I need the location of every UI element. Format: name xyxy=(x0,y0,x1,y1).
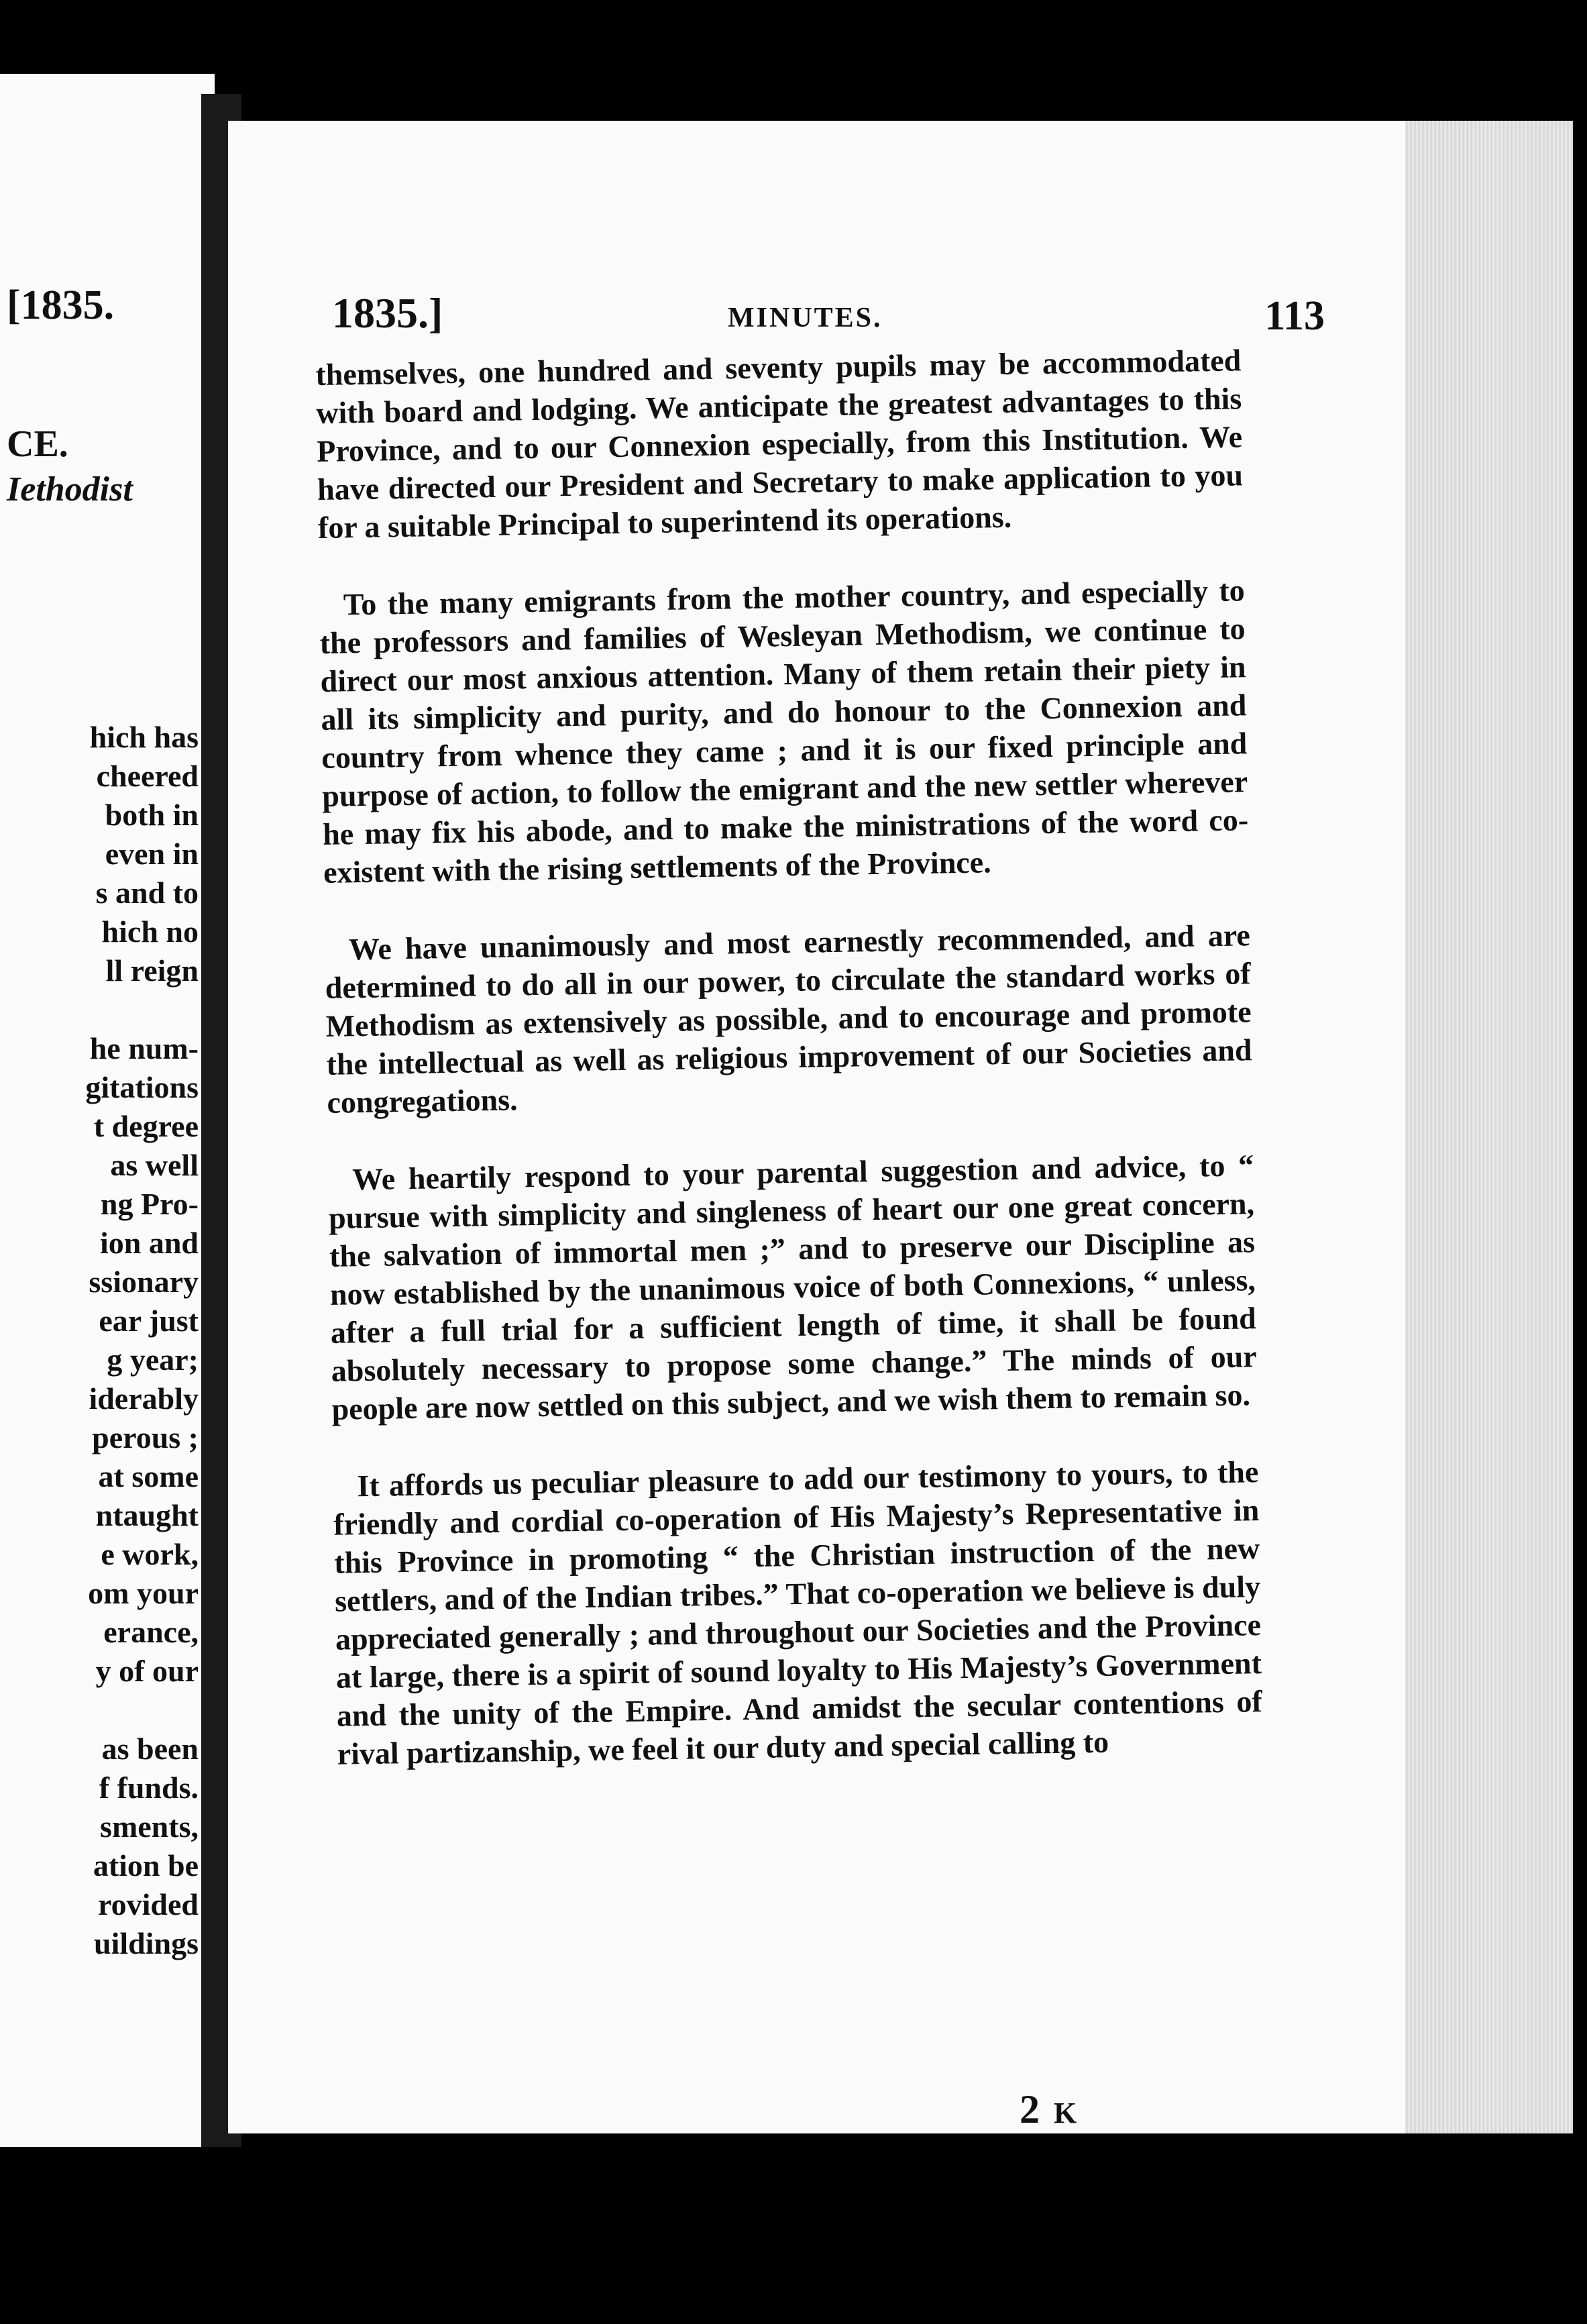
left-page-line: e work, xyxy=(101,1537,199,1571)
left-page-line: ear just xyxy=(99,1304,199,1338)
left-page-line: ll reign xyxy=(105,953,199,988)
left-page-line: ion and xyxy=(99,1226,199,1260)
left-page-line: hich has xyxy=(89,720,199,754)
left-page-header: [1835. xyxy=(7,282,115,328)
paragraph: themselves, one hundred and seventy pupils may be accommodated with board and lodging. We anticipate the greatest advantages to this Province, and to our Connexion especially, from this Institution. We have directed our President and Secretary to make application to you for a suitable Principal to superintend its operations. xyxy=(315,343,1244,545)
left-page-line: ng Pro- xyxy=(100,1187,199,1221)
running-head xyxy=(332,288,1325,349)
left-page-gap xyxy=(85,990,199,1029)
page-edges xyxy=(1405,121,1573,2133)
left-page-heading-fragment: CE. xyxy=(7,423,68,465)
left-page-line: t degree xyxy=(93,1109,199,1143)
left-page-line: hich no xyxy=(101,914,199,949)
signature-number: 2 xyxy=(1020,2087,1040,2131)
left-page-line: cheered xyxy=(96,759,199,793)
paragraph: We have unanimously and most earnestly recommended, and are determined to do all in our power, to circulate the standard works of Methodism as extensively as possible, and to encourage and promote the intellectual as well as religious improvement of our Societies and congregations. xyxy=(325,918,1252,1120)
paragraph: It affords us peculiar pleasure to add our testimony to yours, to the friendly and cordial co-operation of His Majesty’s Representative in this Province in promoting “ the Christian instruction of the new settlers, and of the Indian tribes.” That co-operation we believe is duly appreciated generally ; and throughout our Societies and the Province at large, there is a spirit of sound loyalty to His Majesty’s Government and the unity of the Empire. And amidst the secular contentions of rival partizanship, we feel it our duty and special calling to xyxy=(333,1455,1263,1771)
left-page-line: s and to xyxy=(95,876,199,910)
left-page-line: as well xyxy=(110,1148,199,1182)
left-page-line: as been xyxy=(101,1732,199,1766)
left-page-line: ntaught xyxy=(95,1498,199,1532)
left-page-line: he num- xyxy=(89,1031,199,1065)
left-page-line: sments, xyxy=(100,1809,199,1844)
running-head-year: 1835.] xyxy=(332,289,443,337)
paragraph: To the many emigrants from the mother country, and especially to the professors and families of Wesleyan Methodism, we continue to direct our most anxious attention. Many of them retain their piety in all its simplicity and purity, and do honour to the Connexion and country from whence they came ; and it is our fixed principle and purpose of action, to follow the emigrant and the new settler wherever he may fix his abode, and to make the ministrations of the word co-existent with the rising settlements of the Province. xyxy=(319,573,1249,890)
signature-mark xyxy=(1020,2087,1077,2133)
left-page-line: gitations xyxy=(85,1070,199,1104)
paragraph: We heartily respond to your parental suggestion and advice, to “ pursue with simplicity and singleness of heart our one great concern, the salvation of immortal men ;” and to preserve our Discipline as now established by the unanimous voice of both Connexions, “ unless, after a full trial for a sufficient length of time, it shall be found absolutely necessary to propose some change.” The minds of our people are now settled on this subject, and we wish them to remain so. xyxy=(328,1148,1258,1426)
left-page-line: rovided xyxy=(98,1887,199,1921)
left-page-line: om your xyxy=(88,1576,199,1610)
left-page-line: at some xyxy=(98,1459,199,1493)
left-page-line: ssionary xyxy=(89,1265,199,1299)
signature-letter: K xyxy=(1054,2097,1077,2129)
right-page xyxy=(228,121,1409,2133)
left-page-line: g year; xyxy=(107,1342,199,1377)
left-page-subheading-fragment: Iethodist xyxy=(7,470,133,509)
running-head-title: MINUTES. xyxy=(728,303,883,333)
page-number: 113 xyxy=(1264,293,1325,339)
left-page-line: perous ; xyxy=(92,1420,199,1455)
left-page-line-fragments xyxy=(85,718,199,1963)
left-page-line: f funds. xyxy=(99,1771,199,1805)
left-page-line: both in xyxy=(105,798,199,832)
left-facing-page xyxy=(0,74,215,2147)
left-page-line: uildings xyxy=(94,1926,199,1960)
left-page-line: ation be xyxy=(93,1848,199,1883)
left-page-line: y of our xyxy=(95,1654,199,1688)
left-page-line: iderably xyxy=(89,1381,199,1416)
body-text xyxy=(315,341,1264,1811)
left-page-line: even in xyxy=(105,837,199,871)
left-page-gap xyxy=(85,1691,199,1730)
left-page-line: erance, xyxy=(103,1615,199,1649)
